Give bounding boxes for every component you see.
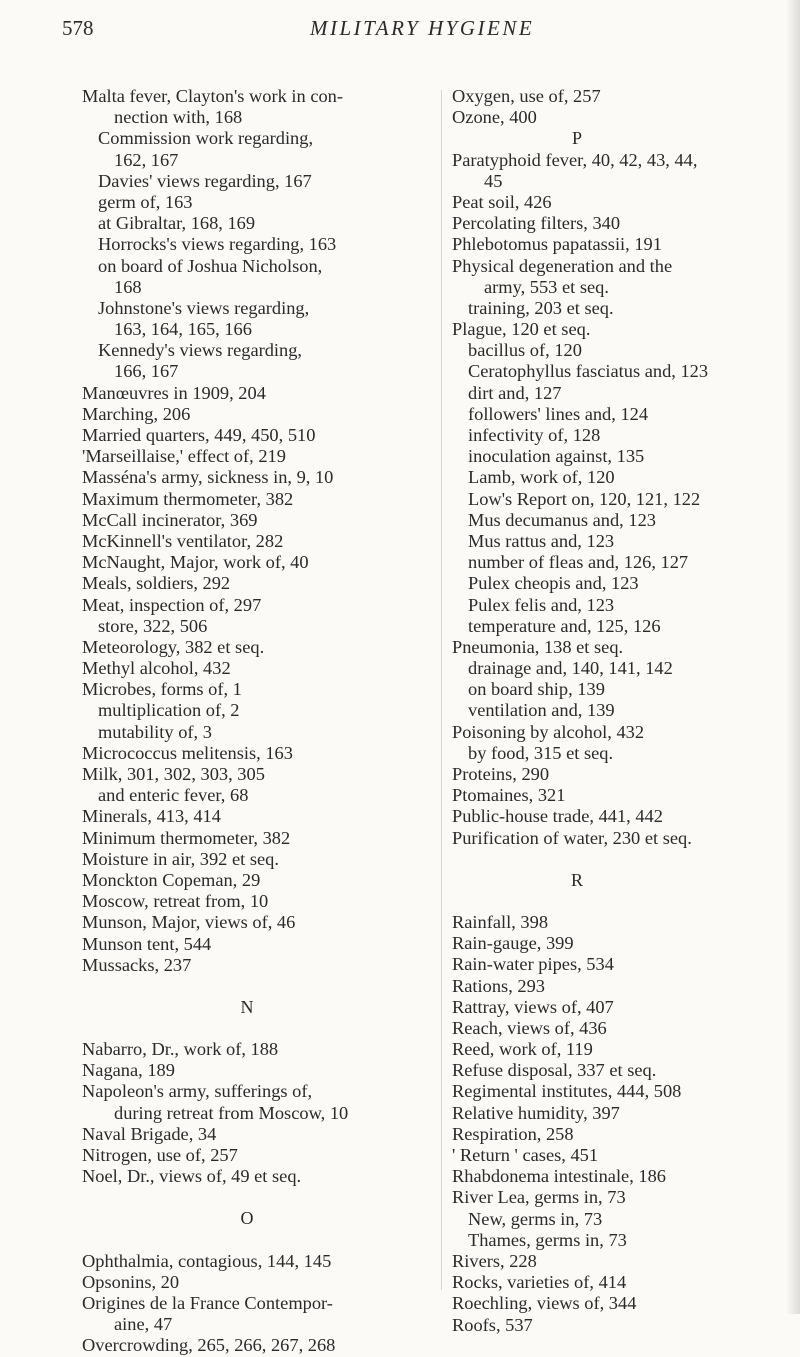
index-entry: Purification of water, 230 et seq. <box>452 827 692 848</box>
index-entry: Public-house trade, 441, 442 <box>452 806 663 827</box>
page-header <box>0 14 800 54</box>
index-subentry: inoculation against, 135 <box>468 446 645 467</box>
index-entry: Marching, 206 <box>82 403 191 424</box>
index-entry: Minerals, 413, 414 <box>82 806 221 827</box>
index-entry: Rivers, 228 <box>452 1250 537 1271</box>
index-subentry: during retreat from Moscow, 10 <box>114 1102 349 1123</box>
index-entry: Regimental institutes, 444, 508 <box>452 1081 682 1102</box>
index-subentry: 166, 167 <box>114 361 179 382</box>
index-entry: Noel, Dr., views of, 49 et seq. <box>82 1166 302 1187</box>
index-entry: Meteorology, 382 et seq. <box>82 636 265 657</box>
index-entry: Rain-gauge, 399 <box>452 933 574 954</box>
index-subentry: 162, 167 <box>114 149 179 170</box>
index-entry: Meals, soldiers, 292 <box>82 573 231 594</box>
index-entry: Nagana, 189 <box>82 1060 175 1081</box>
index-subentry: New, germs in, 73 <box>468 1208 603 1229</box>
index-entry: Poisoning by alcohol, 432 <box>452 721 645 742</box>
index-entry: Reed, work of, 119 <box>452 1039 593 1060</box>
section-letter: O <box>240 1208 254 1229</box>
index-subentry: at Gibraltar, 168, 169 <box>98 213 256 234</box>
page-edge-shadow <box>786 0 800 1314</box>
index-entry: Meat, inspection of, 297 <box>82 594 262 615</box>
index-entry: Opsonins, 20 <box>82 1271 180 1292</box>
section-letter: R <box>570 869 583 890</box>
index-subentry: 45 <box>484 170 503 191</box>
index-subentry: mutability of, 3 <box>98 721 212 742</box>
section-letter: P <box>571 128 582 149</box>
index-entry: Peat soil, 426 <box>452 191 552 212</box>
index-entry: Rocks, varieties of, 414 <box>452 1272 627 1293</box>
index-entry: Roofs, 537 <box>452 1314 533 1335</box>
index-entry: Mussacks, 237 <box>82 954 192 975</box>
index-entry: Nabarro, Dr., work of, 188 <box>82 1039 279 1060</box>
index-subentry: army, 553 et seq. <box>484 276 609 297</box>
index-subentry: and enteric fever, 68 <box>98 785 249 806</box>
index-entry: Phlebotomus papatassii, 191 <box>452 234 662 255</box>
index-entry: ' Return ' cases, 451 <box>452 1145 599 1165</box>
index-column-right <box>452 86 772 1336</box>
index-entry: Munson, Major, views of, 46 <box>82 912 296 933</box>
index-entry: Roechling, views of, 344 <box>452 1293 637 1314</box>
index-entry: Paratyphoid fever, 40, 42, 43, 44, <box>452 149 698 170</box>
index-entry: Overcrowding, 265, 266, 267, 268 <box>82 1335 336 1356</box>
index-entry: Manœuvres in 1909, 204 <box>82 382 266 403</box>
index-subentry: temperature and, 125, 126 <box>468 615 661 636</box>
index-subentry: Kennedy's views regarding, <box>98 340 303 361</box>
index-entry: Pneumonia, 138 et seq. <box>452 636 624 657</box>
index-subentry: on board ship, 139 <box>468 679 605 700</box>
index-entry: Napoleon's army, sufferings of, <box>82 1081 313 1102</box>
index-subentry: 168 <box>114 276 142 297</box>
index-column-left <box>82 86 432 1357</box>
index-subentry: store, 322, 506 <box>98 615 208 636</box>
index-subentry: training, 203 et seq. <box>468 297 614 318</box>
index-subentry: on board of Joshua Nicholson, <box>98 255 323 276</box>
index-entry: Moscow, retreat from, 10 <box>82 891 269 912</box>
index-entry: Monckton Copeman, 29 <box>82 869 261 890</box>
column-divider <box>441 90 442 1290</box>
index-entry: Micrococcus melitensis, 163 <box>82 742 293 763</box>
index-subentry: 163, 164, 165, 166 <box>114 319 252 340</box>
index-entry: Naval Brigade, 34 <box>82 1123 217 1144</box>
index-entry: Ozone, 400 <box>452 107 537 128</box>
index-entry: Rain-water pipes, 534 <box>452 954 614 975</box>
index-subentry: drainage and, 140, 141, 142 <box>468 658 673 679</box>
index-entry: Respiration, 258 <box>452 1123 574 1144</box>
index-entry: Ptomaines, 321 <box>452 785 566 806</box>
index-entry: Minimum thermometer, 382 <box>82 827 291 848</box>
index-entry: Methyl alcohol, 432 <box>82 658 231 679</box>
index-entry: Masséna's army, sickness in, 9, 10 <box>82 467 334 488</box>
index-subentry: aine, 47 <box>114 1314 173 1335</box>
index-subentry: Ceratophyllus fasciatus and, 123 <box>468 361 709 382</box>
index-entry: Physical degeneration and the <box>452 255 673 276</box>
index-entry: Moisture in air, 392 et seq. <box>82 848 279 869</box>
index-subentry: Pulex felis and, 123 <box>468 594 615 615</box>
index-entry: Proteins, 290 <box>452 764 550 784</box>
index-entry: Malta fever, Clayton's work in con- <box>82 86 343 106</box>
index-subentry: nection with, 168 <box>114 107 243 128</box>
index-subentry: by food, 315 et seq. <box>468 742 614 763</box>
index-subentry: Mus decumanus and, 123 <box>468 509 656 530</box>
index-entry: Married quarters, 449, 450, 510 <box>82 425 316 445</box>
index-subentry: Pulex cheopis and, 123 <box>468 573 639 594</box>
index-subentry: germ of, 163 <box>98 191 193 212</box>
index-entry: Plague, 120 et seq. <box>452 319 591 340</box>
index-entry: McCall incinerator, 369 <box>82 509 258 530</box>
index-subentry: followers' lines and, 124 <box>468 403 649 424</box>
index-entry: Munson tent, 544 <box>82 933 212 954</box>
index-subentry: multiplication of, 2 <box>98 700 240 721</box>
index-subentry: dirt and, 127 <box>468 382 562 403</box>
index-subentry: Thames, germs in, 73 <box>468 1229 627 1250</box>
index-subentry: Low's Report on, 120, 121, 122 <box>468 488 701 509</box>
index-entry: Microbes, forms of, 1 <box>82 679 242 700</box>
section-letter: N <box>240 996 254 1017</box>
index-subentry: Lamb, work of, 120 <box>468 467 615 488</box>
index-entry: Ophthalmia, contagious, 144, 145 <box>82 1250 332 1271</box>
index-entry: Rattray, views of, 407 <box>452 996 614 1017</box>
index-entry: Reach, views of, 436 <box>452 1017 607 1038</box>
index-subentry: Johnstone's views regarding, <box>98 297 310 318</box>
index-subentry: bacillus of, 120 <box>468 340 582 361</box>
index-entry: 'Marseillaise,' effect of, 219 <box>82 446 286 467</box>
index-entry: Rhabdonema intestinale, 186 <box>452 1166 666 1187</box>
index-entry: Refuse disposal, 337 et seq. <box>452 1060 657 1081</box>
index-entry: Rainfall, 398 <box>452 911 549 932</box>
index-entry: McKinnell's ventilator, 282 <box>82 530 284 551</box>
index-entry: Milk, 301, 302, 303, 305 <box>82 764 265 784</box>
index-entry: Maximum thermometer, 382 <box>82 488 294 509</box>
index-subentry: Davies' views regarding, 167 <box>98 170 312 191</box>
index-subentry: Mus rattus and, 123 <box>468 530 615 551</box>
index-entry: River Lea, germs in, 73 <box>452 1187 626 1208</box>
index-subentry: number of fleas and, 126, 127 <box>468 552 689 573</box>
index-entry: Nitrogen, use of, 257 <box>82 1145 238 1165</box>
index-entry: Percolating filters, 340 <box>452 213 621 234</box>
index-entry: McNaught, Major, work of, 40 <box>82 552 309 573</box>
index-entry: Relative humidity, 397 <box>452 1102 620 1123</box>
index-subentry: Commission work regarding, <box>98 128 314 149</box>
running-title: MILITARY HYGIENE <box>310 16 535 40</box>
index-entry: Rations, 293 <box>452 975 545 996</box>
index-subentry: Horrocks's views regarding, 163 <box>98 234 337 255</box>
index-subentry: ventilation and, 139 <box>468 700 615 721</box>
page-number: 578 <box>62 16 94 40</box>
index-subentry: infectivity of, 128 <box>468 425 601 445</box>
index-entry: Origines de la France Contempor- <box>82 1292 333 1313</box>
index-entry: Oxygen, use of, 257 <box>452 86 601 106</box>
